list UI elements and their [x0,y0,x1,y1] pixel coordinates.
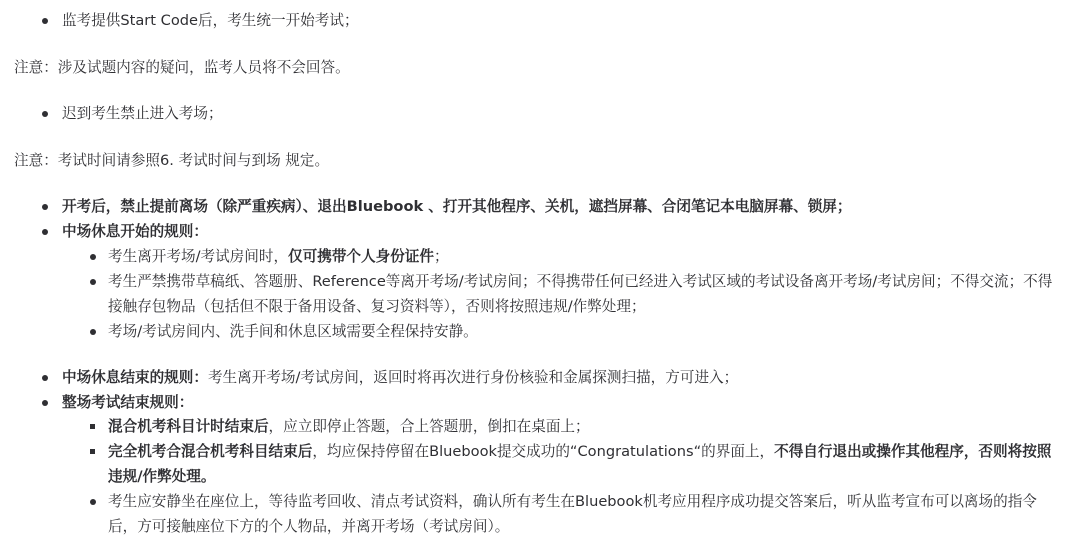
sub-item-stay-on-screen: 完全机考合混合机考科目结束后，均应保持停留在Bluebook提交成功的“Congratulations“的界面上，不得自行退出或操作其他程序，否则将按照违规/作弊处理。 [0,439,1080,489]
note-exam-time: 注意：考试时间请参照6. 考试时间与到场 规定。 [14,152,330,169]
bullet-icon [42,111,48,117]
rule-item-exam-end: 整场考试结束规则： [0,390,1080,415]
sub-item-id-only: 考生离开考场/考试房间时，仅可携带个人身份证件； [0,244,1080,269]
square-bullet-icon [90,449,95,454]
bullet-icon [90,279,96,285]
sub-item-no-materials: 考生严禁携带草稿纸、答题册、Reference等离开考场/考试房间；不得携带任何已经进入考试区域的考试设备离开考场/考试房间；不得交流；不得接触存包物品（包括但不限于备用设备、复习资料等），否则将按照违规/作弊处理； [0,269,1080,319]
rule-item-break-start: 中场休息开始的规则： [0,219,1080,244]
rule-item-late: 迟到考生禁止进入考场； [0,101,1080,126]
sub-item-hybrid-end: 混合机考科目计时结束后，应立即停止答题，合上答题册，倒扣在桌面上； [0,414,1080,439]
bullet-icon [42,204,48,210]
bullet-icon [90,329,96,335]
bullet-icon [42,400,48,406]
bullet-icon [90,499,96,505]
bullet-icon [42,375,48,381]
note-questions: 注意：涉及试题内容的疑问，监考人员将不会回答。 [14,59,350,76]
sub-item-wait-dismissal: 考生应安静坐在座位上，等待监考回收、清点考试资料，确认所有考生在Bluebook机考应用程序成功提交答案后，听从监考宣布可以离场的指令后，方可接触座位下方的个人物品，并离开考场（考试房间）。 [0,489,1080,539]
bullet-icon [90,254,96,260]
sub-item-quiet: 考场/考试房间内、洗手间和休息区域需要全程保持安静。 [0,319,1080,344]
bullet-icon [42,229,48,235]
bullet-icon [42,18,48,24]
rule-item-start-code: 监考提供Start Code后，考生统一开始考试； [0,8,1080,33]
square-bullet-icon [90,424,95,429]
rule-item-after-start: 开考后，禁止提前离场（除严重疾病）、退出Bluebook 、打开其他程序、关机，遮挡屏幕、合闭笔记本电脑屏幕、锁屏； [0,194,1080,219]
rule-item-break-end: 中场休息结束的规则：考生离开考场/考试房间，返回时将再次进行身份核验和金属探测扫描，方可进入； [0,365,1080,390]
